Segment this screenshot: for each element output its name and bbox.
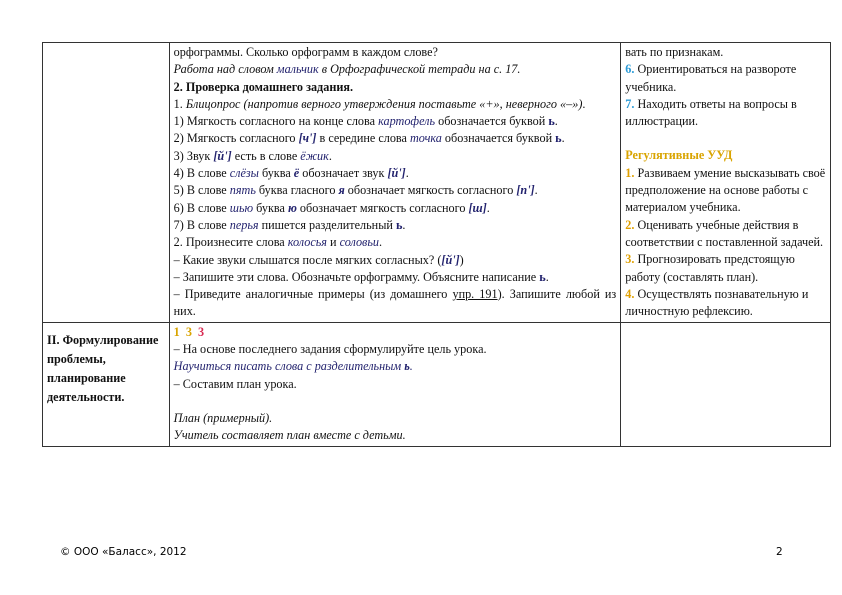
text-run: . — [545, 269, 549, 284]
text-line — [625, 130, 826, 147]
text-run: в Орфографической тетради на с. 17. — [318, 62, 521, 77]
text-run: План (примерный). — [173, 410, 273, 425]
text-line — [174, 358, 617, 375]
text-line — [174, 376, 617, 393]
text-line — [174, 286, 617, 321]
text-run: слёзы — [229, 166, 259, 181]
text-run: Прогнозировать предстоящую работу (составлять план). — [625, 252, 795, 284]
stage-title: II. Формулирование проблемы, планирование деятельности. — [47, 332, 159, 404]
slide-number: 1 — [173, 324, 180, 339]
text-run: . — [405, 166, 409, 181]
stage-cell — [43, 322, 170, 446]
text-run: – На основе последнего задания сформулируйте цель урока. — [173, 342, 487, 357]
text-run: 1. — [625, 165, 635, 180]
text-run: ь — [404, 359, 410, 374]
table-row — [43, 43, 831, 323]
copyright-footer: © ООО «Баласс», 2012 — [60, 546, 187, 558]
text-run: . — [561, 131, 565, 146]
text-run: и — [326, 235, 340, 250]
text-line — [625, 165, 826, 217]
uud-cell-empty — [621, 322, 831, 446]
text-run: [п'] — [516, 183, 535, 198]
text-line — [174, 130, 617, 147]
text-run: . — [379, 235, 383, 250]
text-run: обозначает мягкость согласного — [296, 200, 469, 215]
text-run: шью — [229, 200, 254, 215]
text-run: [ч'] — [298, 131, 317, 146]
text-run: Ориентироваться на развороте учебника. — [625, 62, 797, 94]
text-run: ь — [555, 131, 562, 146]
uud-cell — [621, 43, 831, 323]
text-run: пять — [229, 183, 256, 198]
stage-cell-empty — [43, 43, 170, 323]
text-run: 7. — [625, 96, 635, 111]
text-run: . — [582, 96, 586, 111]
text-run: 3. — [625, 252, 635, 267]
text-run: 2. Произнесите слова — [173, 235, 288, 250]
text-run: ёжик — [300, 148, 329, 163]
text-run: соловьи — [339, 235, 379, 250]
slide-number: 3 — [198, 324, 205, 339]
text-run: Осуществлять познавательную и личностную рефлексию. — [625, 286, 809, 319]
text-run: обозначает звук — [299, 166, 388, 181]
text-run: – Составим план урока. — [173, 376, 297, 391]
text-run: обозначает мягкость согласного — [344, 183, 517, 198]
table-row — [43, 322, 831, 446]
text-run: Научиться писать слова с разделительным — [173, 359, 405, 374]
text-run: ь — [548, 114, 555, 129]
text-run: 7) В слове — [173, 217, 230, 232]
page-number: 2 — [776, 546, 783, 558]
slide-numbers — [174, 324, 617, 341]
text-run: Работа над словом — [173, 62, 277, 77]
content-cell — [169, 43, 621, 323]
text-run: Находить ответы на вопросы в иллюстрации. — [625, 96, 797, 129]
text-line — [625, 147, 826, 164]
text-line — [174, 410, 617, 427]
text-run: я — [338, 183, 345, 198]
text-line — [174, 44, 617, 61]
text-line — [174, 96, 617, 113]
text-run: – Запишите эти слова. Обозначьте орфограмму. Объясните написание — [173, 269, 540, 284]
text-run: ю — [287, 200, 297, 215]
text-run: упр. 191 — [452, 287, 498, 302]
text-line — [625, 251, 826, 286]
text-line — [625, 286, 826, 321]
text-line — [625, 217, 826, 252]
text-run: есть в слове — [231, 148, 301, 163]
text-line — [174, 165, 617, 182]
text-line — [174, 182, 617, 199]
text-run: ь — [395, 217, 403, 232]
text-run: . — [328, 148, 332, 163]
slide-number: 3 — [185, 324, 192, 339]
text-run: точка — [409, 131, 442, 146]
text-line — [174, 61, 617, 78]
text-run: Развиваем умение высказывать своё предположение на основе работы с материалом учебника. — [625, 165, 826, 215]
text-run: ). Запишите любой из них. — [173, 287, 617, 319]
text-line — [174, 393, 617, 410]
text-run: в середине слова — [316, 131, 410, 146]
text-run: орфограммы. Сколько орфограмм в каждом слове? — [173, 45, 438, 59]
text-run: пишется разделительный — [258, 217, 396, 232]
text-run: . — [409, 359, 413, 374]
text-run: [й'] — [441, 252, 460, 267]
text-run: 1. — [173, 96, 186, 111]
text-run: ) — [459, 252, 464, 267]
text-run: [й'] — [213, 148, 232, 163]
lesson-table — [42, 42, 831, 447]
text-run: Оценивать учебные действия в соответствии с поставленной задачей. — [625, 217, 824, 249]
text-line — [174, 217, 617, 234]
text-run: 2. — [625, 217, 635, 232]
text-run: – Какие звуки слышатся после мягких согласных? ( — [173, 252, 442, 267]
text-line — [174, 148, 617, 165]
text-run: 6) В слове — [173, 200, 230, 215]
text-run: ё — [293, 166, 300, 181]
text-run: 1) Мягкость согласного на конце слова — [173, 114, 379, 129]
text-run: ь — [539, 269, 546, 284]
text-run: обозначается буквой — [435, 114, 549, 129]
text-run: . — [486, 200, 490, 215]
text-line — [625, 61, 826, 96]
text-run: Блицопрос (напротив верного утверждения поставьте «+», неверного «–») — [185, 96, 583, 111]
text-run: мальчик — [276, 62, 319, 77]
text-line — [625, 44, 826, 61]
text-run: буква — [258, 166, 294, 181]
text-run: 6. — [625, 62, 635, 77]
text-line — [174, 341, 617, 358]
text-run: . — [534, 183, 538, 198]
text-run: Учитель составляет план вместе с детьми. — [173, 428, 406, 443]
text-run: буква — [253, 200, 288, 215]
text-line — [174, 113, 617, 130]
text-run: 3) Звук — [173, 148, 214, 163]
text-run: – Приведите аналогичные примеры (из домашнего — [173, 287, 453, 302]
text-run: буква гласного — [255, 183, 339, 198]
text-run: 5) В слове — [173, 183, 230, 198]
text-line — [625, 96, 826, 131]
text-line — [174, 200, 617, 217]
text-run: 4) В слове — [173, 166, 230, 181]
text-run: вать по признакам. — [625, 45, 724, 59]
content-cell — [169, 322, 621, 446]
text-line — [174, 234, 617, 251]
text-run: 2. Проверка домашнего задания. — [173, 79, 354, 94]
text-run: 4. — [625, 286, 635, 301]
text-run: перья — [229, 217, 259, 232]
text-run: [й'] — [387, 166, 406, 181]
text-run: [ш] — [468, 200, 487, 215]
text-run: 2) Мягкость согласного — [173, 131, 299, 146]
text-run: . — [554, 114, 558, 129]
text-line — [174, 269, 617, 286]
text-line — [174, 427, 617, 444]
text-run: обозначается буквой — [441, 131, 556, 146]
text-run: картофель — [378, 114, 436, 129]
text-line — [174, 79, 617, 96]
text-line — [174, 252, 617, 269]
text-run: колосья — [287, 235, 327, 250]
text-run: . — [402, 217, 406, 232]
text-run: Регулятивные УУД — [625, 148, 733, 163]
